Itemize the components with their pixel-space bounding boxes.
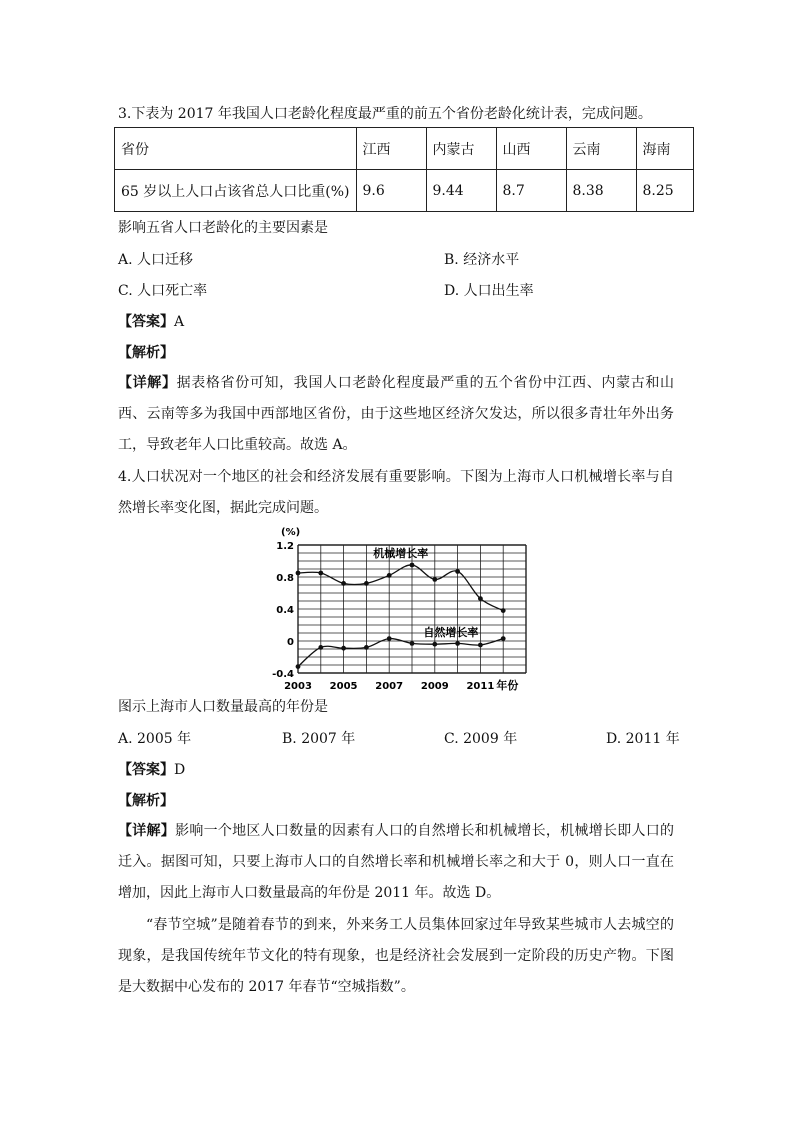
detail-text: 影响一个地区人口数量的因素有人口的自然增长和机械增长，机械增长即人口的迁入。据图可知，只要上海市人口的自然增长率和机械增长率之和大于 0，则人口一直在增加，因此上海市人口数量最高的年份是 2011 年。故选 D。 (118, 823, 675, 901)
series-label-mechanical: 机械增长率 (373, 547, 429, 560)
q3-answer (118, 312, 184, 332)
y-tick-label: 0.4 (276, 605, 294, 616)
data-point (478, 643, 483, 648)
data-point (364, 581, 369, 586)
table-cell: 8.25 (636, 170, 694, 212)
data-point (501, 608, 506, 613)
q3-detail (118, 368, 674, 461)
data-point (364, 645, 369, 650)
table-cell: 9.6 (356, 170, 426, 212)
table-cell: 山西 (496, 128, 566, 170)
table-row (115, 128, 694, 170)
table-cell: 9.44 (426, 170, 496, 212)
data-point (432, 642, 437, 647)
spring-festival-passage: “春节空城”是随着春节的到来，外来务工人员集体回家过年导致某些城市人去城空的现象，是我国传统年节文化的特有现象，也是经济社会发展到一定阶段的历史产物。下图是大数据中心发布的 2017 年春节“空城指数”。 (118, 917, 674, 995)
data-point (410, 641, 415, 646)
data-point (318, 645, 323, 650)
q3-question: 影响五省人口老龄化的主要因素是 (118, 220, 328, 236)
detail-text: 据表格省份可知，我国人口老龄化程度最严重的五个省份中江西、内蒙古和山西、云南等多为我国中西部地区省份，由于这些地区经济欠发达，所以很多青壮年外出务工，导致老年人口比重较高。故选 A。 (118, 375, 675, 453)
q3-option-c: C. 人口死亡率 (118, 283, 208, 299)
y-axis-unit: (%) (281, 527, 301, 538)
series-lines (298, 565, 503, 667)
q4-analysis-label: 【解析】 (118, 793, 174, 809)
data-point (455, 641, 460, 646)
x-tick-label: 2011 (466, 681, 495, 692)
data-point (296, 571, 301, 576)
q4-stem: 4.人口状况对一个地区的社会和经济发展有重要影响。下图为上海市人口机械增长率与自然增长率变化图，据此完成问题。 (118, 469, 674, 516)
data-point (501, 636, 506, 641)
x-tick-label: 2003 (284, 681, 312, 692)
table-cell: 内蒙古 (426, 128, 496, 170)
q4-option-c: C. 2009 年 (444, 731, 518, 747)
table-cell: 省份 (115, 128, 357, 170)
q3-analysis-label: 【解析】 (118, 345, 174, 361)
series-line (298, 639, 503, 667)
y-tick-labels (272, 541, 294, 680)
q4-option-a: A. 2005 年 (118, 731, 192, 747)
q3-option-b: B. 经济水平 (444, 252, 520, 268)
x-tick-label: 2009 (420, 681, 449, 692)
answer-value: D (174, 762, 186, 778)
data-point (318, 571, 323, 576)
series-line (298, 565, 503, 611)
answer-value: A (174, 314, 185, 330)
y-tick-label: -0.4 (272, 669, 294, 680)
q4-option-d: D. 2011 年 (606, 731, 680, 747)
data-point (432, 577, 437, 582)
y-tick-label: 1.2 (276, 541, 294, 552)
answer-label: 【答案】 (118, 762, 174, 778)
table-cell: 8.7 (496, 170, 566, 212)
table-cell: 云南 (566, 128, 636, 170)
answer-label: 【答案】 (118, 314, 174, 330)
aging-stats-table (114, 127, 694, 212)
data-point (341, 646, 346, 651)
q4-detail (118, 816, 674, 909)
x-tick-label: 2007 (375, 681, 404, 692)
table-row (115, 170, 694, 212)
q3-option-d: D. 人口出生率 (444, 283, 534, 299)
x-axis-unit: 年份 (496, 679, 519, 692)
detail-label: 【详解】 (118, 375, 177, 391)
table-cell: 8.38 (566, 170, 636, 212)
y-tick-label: 0 (287, 637, 294, 648)
data-point (410, 563, 415, 568)
q4-option-b: B. 2007 年 (282, 731, 356, 747)
table-cell: 江西 (356, 128, 426, 170)
y-tick-label: 0.8 (276, 573, 294, 584)
x-tick-labels (284, 681, 494, 692)
table-cell: 海南 (636, 128, 694, 170)
q3-option-a: A. 人口迁移 (118, 252, 194, 268)
data-point (341, 581, 346, 586)
series-label-natural: 自然增长率 (423, 626, 479, 640)
data-point (455, 569, 460, 574)
q4-answer (118, 760, 185, 780)
data-point (387, 573, 392, 578)
series-points (296, 563, 506, 669)
data-point (387, 636, 392, 641)
q4-question: 图示上海市人口数量最高的年份是 (118, 699, 328, 715)
x-tick-label: 2005 (329, 681, 358, 692)
population-growth-chart (272, 522, 540, 694)
detail-label: 【详解】 (118, 823, 176, 839)
data-point (478, 596, 483, 601)
data-point (296, 664, 301, 669)
q3-stem: 3.下表为 2017 年我国人口老龄化程度最严重的前五个省份老龄化统计表，完成问题。 (118, 106, 652, 122)
table-cell: 65 岁以上人口占该省总人口比重(%) (115, 170, 357, 212)
